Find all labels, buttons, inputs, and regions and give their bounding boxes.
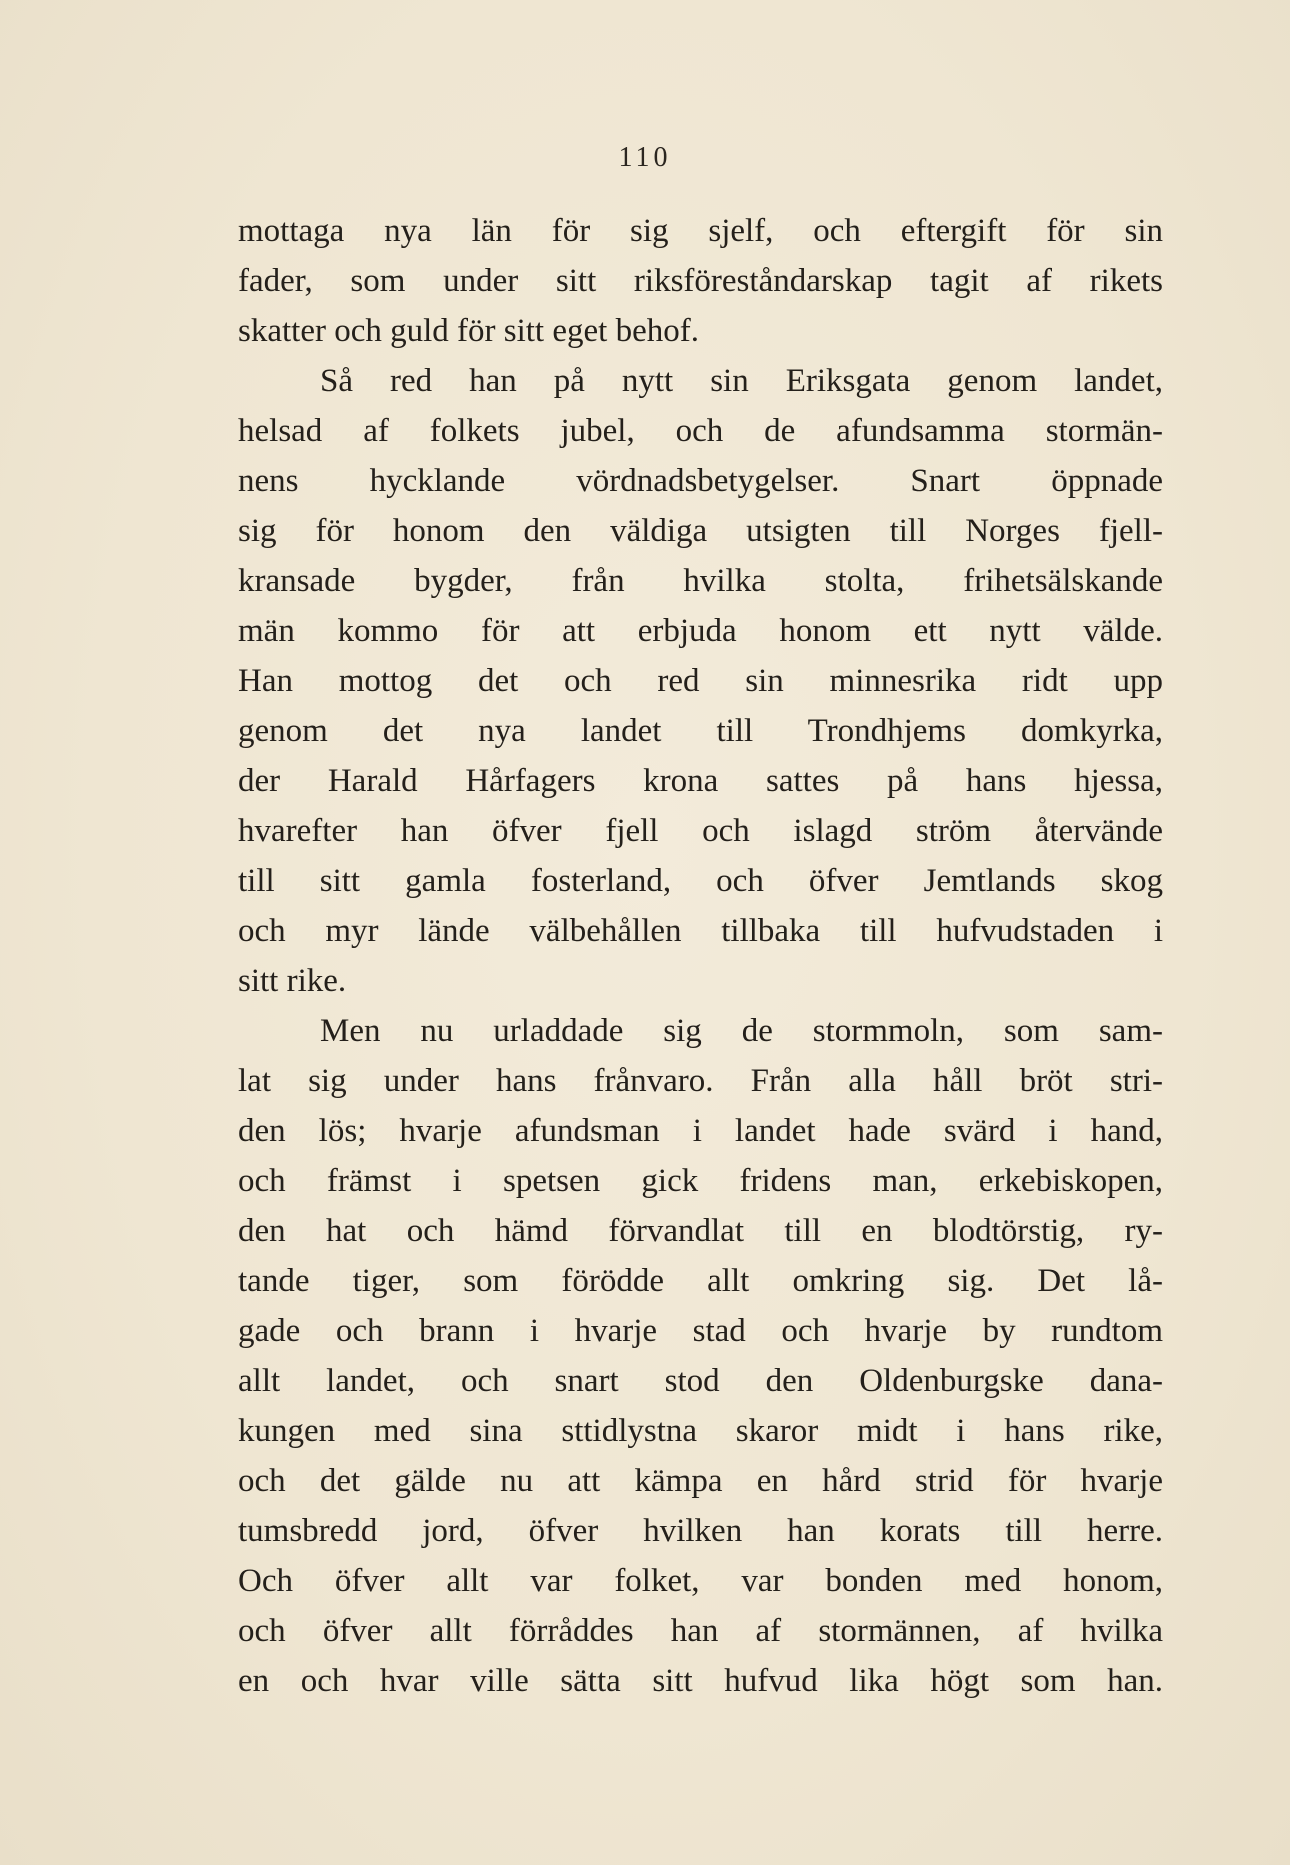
text-line: tande tiger, som förödde allt omkring sig. Det lå- — [238, 1263, 1163, 1299]
text-line: sig för honom den väldiga utsigten till Norges fjell- — [238, 513, 1163, 549]
text-line: helsad af folkets jubel, och de afundsamma stormän- — [238, 413, 1163, 449]
text-line: kransade bygder, från hvilka stolta, frihetsälskande — [238, 563, 1163, 599]
text-line: der Harald Hårfagers krona sattes på hans hjessa, — [238, 763, 1163, 799]
text-line: den hat och hämd förvandlat till en blodtörstig, ry- — [238, 1213, 1163, 1249]
text-line: den lös; hvarje afundsman i landet hade svärd i hand, — [238, 1113, 1163, 1149]
page-number: 110 — [618, 142, 672, 173]
text-line: nens hycklande vördnadsbetygelser. Snart öppnade — [238, 463, 1163, 499]
text-line: gade och brann i hvarje stad och hvarje by rundtom — [238, 1313, 1163, 1349]
text-line: skatter och guld för sitt eget behof. — [238, 313, 699, 349]
text-line: till sitt gamla fosterland, och öfver Jemtlands skog — [238, 863, 1163, 899]
text-line: kungen med sina sttidlystna skaror midt i hans rike, — [238, 1413, 1163, 1449]
text-line: hvarefter han öfver fjell och islagd ström återvände — [238, 813, 1163, 849]
text-line: genom det nya landet till Trondhjems domkyrka, — [238, 713, 1163, 749]
text-line: allt landet, och snart stod den Oldenburgske dana- — [238, 1363, 1163, 1399]
text-line: Men nu urladdade sig de stormmoln, som sam- — [320, 1013, 1163, 1049]
text-line: och myr lände välbehållen tillbaka till hufvudstaden i — [238, 913, 1163, 949]
text-line: Så red han på nytt sin Eriksgata genom landet, — [320, 363, 1163, 399]
text-line: och det gälde nu att kämpa en hård strid för hvarje — [238, 1463, 1163, 1499]
text-line: Och öfver allt var folket, var bonden med honom, — [238, 1563, 1163, 1599]
text-line: fader, som under sitt riksföreståndarskap tagit af rikets — [238, 263, 1163, 299]
text-line: och öfver allt förråddes han af stormännen, af hvilka — [238, 1613, 1163, 1649]
text-line: sitt rike. — [238, 963, 347, 999]
body-text — [238, 206, 1163, 1706]
text-line: Han mottog det och red sin minnesrika ridt upp — [238, 663, 1163, 699]
text-line: lat sig under hans frånvaro. Från alla håll bröt stri- — [238, 1063, 1163, 1099]
text-line: tumsbredd jord, öfver hvilken han korats till herre. — [238, 1513, 1163, 1549]
text-line: män kommo för att erbjuda honom ett nytt välde. — [238, 613, 1163, 649]
text-line: en och hvar ville sätta sitt hufvud lika högt som han. — [238, 1663, 1163, 1699]
text-line: mottaga nya län för sig sjelf, och eftergift för sin — [238, 213, 1163, 249]
text-line: och främst i spetsen gick fridens man, erkebiskopen, — [238, 1163, 1163, 1199]
